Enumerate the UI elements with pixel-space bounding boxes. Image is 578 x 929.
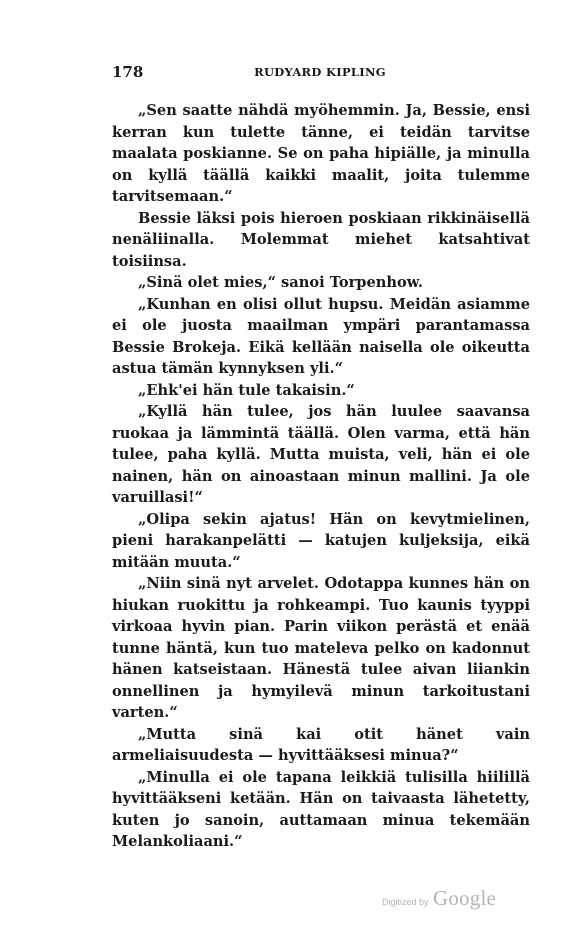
digitized-label: Digitized by: [382, 897, 429, 907]
paragraph: „Mutta sinä kai otit hänet vain armeliaisuudesta — hyvittääksesi minua?“: [112, 725, 530, 764]
paragraph: „Kunhan en olisi ollut hupsu. Meidän asiamme ei ole juosta maailman ympäri parantamassa Bessie Brokeja. Eikä kellään naisella ole oikeutta astua tämän kynnyksen yli.“: [112, 295, 530, 377]
paragraph: „Olipa sekin ajatus! Hän on kevytmielinen, pieni harakanpelätti — katujen kuljeksija, eikä mitään muuta.“: [112, 510, 530, 571]
paragraph: Bessie läksi pois hieroen poskiaan rikkinäisellä nenäliinalla. Molemmat miehet katsahtivat toisiinsa.: [112, 209, 530, 270]
page-header: [112, 63, 528, 83]
body-text: [112, 100, 530, 853]
paragraph: „Sen saatte nähdä myöhemmin. Ja, Bessie, ensi kerran kun tulette tänne, ei teidän tarvitse maalata poskianne. Se on paha hipiälle, ja minulla on kyllä täällä kaikki maalit, joita tulemme tarvitsemaan.“: [112, 102, 530, 205]
running-head: RUDYARD KIPLING: [254, 65, 386, 79]
paragraph: „Ehk'ei hän tule takaisin.“: [138, 381, 355, 399]
paragraph: „Minulla ei ole tapana leikkiä tulisilla hiilillä hyvittääkseni ketään. Hän on taivaasta lähetetty, kuten jo sanoin, auttamaan minua tekemään Melankoliaani.“: [112, 768, 530, 850]
digitization-watermark: [382, 886, 496, 911]
google-logo: Google: [432, 886, 497, 910]
paragraph: „Sinä olet mies,“ sanoi Torpenhow.: [138, 274, 423, 291]
paragraph: „Niin sinä nyt arvelet. Odotappa kunnes hän on hiukan ruokittu ja rohkeampi. Tuo kaunis tyyppi virkoaa hyvin pian. Parin viikon perästä et enää tunne häntä, kun tuo mateleva pelko on kadonnut hänen katseistaan. Hänestä tulee aivan liiankin onnellinen ja hymyilevä minun tarkoitustani varten.“: [112, 575, 530, 721]
page-number: 178: [112, 63, 144, 81]
paragraph: „Kyllä hän tulee, jos hän luulee saavansa ruokaa ja lämmintä täällä. Olen varma, että hän tulee, paha kyllä. Mutta muista, veli, hän ei ole nainen, hän on ainoastaan minun mallini. Ja ole varuillasi!“: [112, 403, 530, 506]
